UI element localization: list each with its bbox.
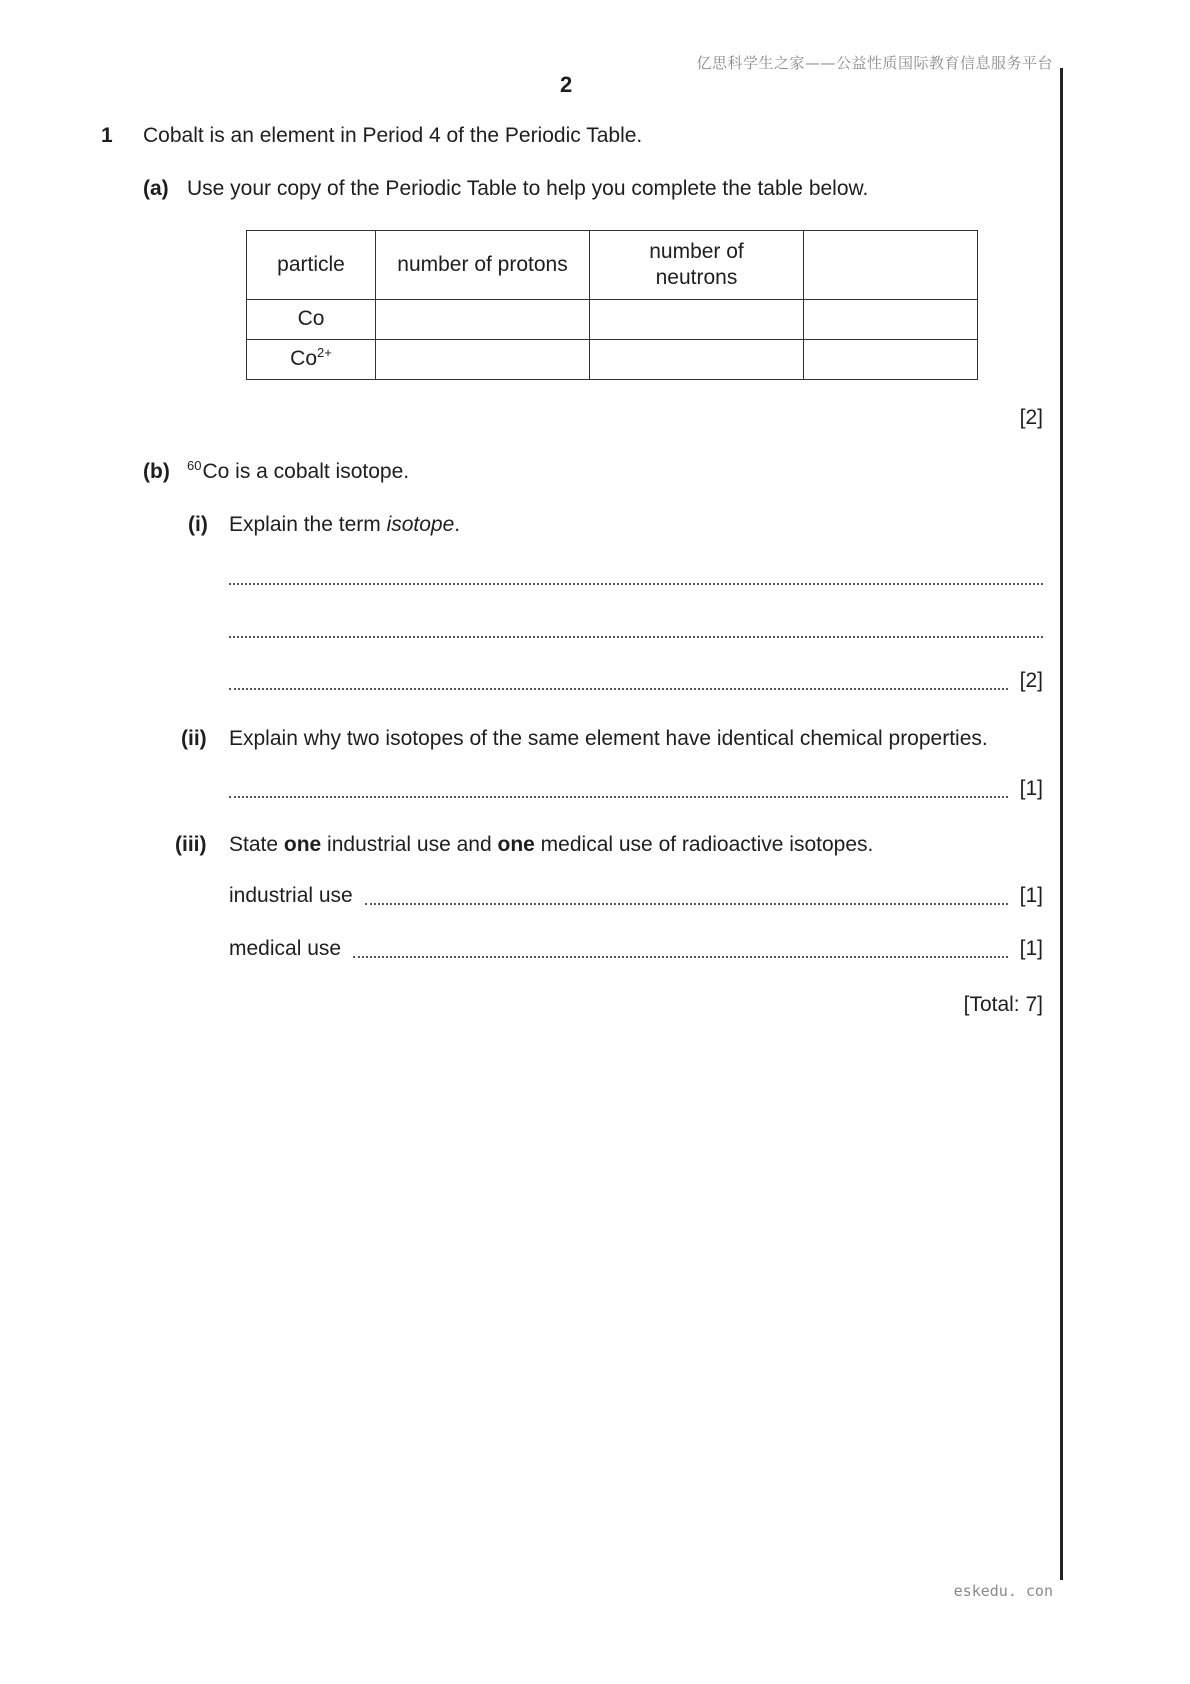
header-blank [804, 231, 978, 300]
part-b-stem: Co is a cobalt isotope. [202, 460, 410, 483]
total-mark: [Total: 7] [963, 993, 1043, 1016]
bold-text: one [497, 833, 535, 856]
sub-ii-mark: [1] [1019, 776, 1043, 800]
table-row-co [247, 300, 978, 340]
header-watermark: 亿思科学生之家——公益性质国际教育信息服务平台 [696, 54, 1053, 72]
sub-iii-label: (iii) [175, 833, 207, 856]
prompt-text: medical use of radioactive isotopes. [534, 833, 874, 856]
margin-rule [1060, 68, 1063, 1580]
particle-cell [247, 340, 376, 380]
medical-use-line[interactable] [229, 935, 1043, 961]
sub-ii-label: (ii) [181, 727, 207, 750]
answer-line[interactable] [229, 667, 1043, 693]
prompt-text: Explain the term [229, 513, 387, 536]
question-number: 1 [101, 124, 113, 147]
prompt-text: industrial use and [321, 833, 498, 856]
sub-i-prompt [229, 512, 460, 537]
medical-use-label: medical use [229, 936, 342, 960]
table-header-row [247, 231, 978, 300]
italic-text: isotope [386, 513, 455, 536]
ion-charge-superscript: 2+ [317, 345, 332, 361]
part-a-mark: [2] [1019, 406, 1043, 429]
answer-line[interactable] [229, 562, 1043, 588]
medical-use-mark: [1] [1019, 936, 1043, 960]
particle-cell [247, 300, 376, 340]
prompt-text: . [454, 513, 461, 536]
dotted-line[interactable] [229, 565, 1043, 585]
bold-text: one [283, 833, 322, 856]
sub-iii-prompt [229, 832, 873, 857]
page-number: 2 [560, 72, 573, 97]
protons-answer-cell[interactable] [376, 340, 590, 380]
sub-ii-prompt: Explain why two isotopes of the same element have identical chemical properties. [229, 727, 988, 750]
footer-watermark: eskedu. con [953, 1582, 1053, 1600]
sub-i-label: (i) [188, 513, 208, 536]
header-neutrons: number of neutrons [590, 231, 804, 300]
dotted-line[interactable] [365, 885, 1008, 905]
blank-answer-cell[interactable] [804, 340, 978, 380]
part-b-stem-wrap [187, 459, 409, 484]
protons-answer-cell[interactable] [376, 300, 590, 340]
dotted-line[interactable] [353, 938, 1008, 958]
mass-number-superscript: 60 [187, 458, 202, 473]
sub-i-mark: [2] [1019, 668, 1043, 692]
neutrons-answer-cell[interactable] [590, 340, 804, 380]
table-row-co-ion [247, 340, 978, 380]
part-b-label: (b) [143, 460, 170, 483]
industrial-use-mark: [1] [1019, 883, 1043, 907]
dotted-line[interactable] [229, 618, 1043, 638]
industrial-use-line[interactable] [229, 882, 1043, 908]
particle-table [246, 230, 978, 380]
dotted-line[interactable] [229, 670, 1008, 690]
header-protons: number of protons [376, 231, 590, 300]
prompt-text: State [229, 833, 284, 856]
particle-symbol: Co [290, 347, 318, 371]
answer-line[interactable] [229, 615, 1043, 641]
blank-answer-cell[interactable] [804, 300, 978, 340]
part-a-instruction: Use your copy of the Periodic Table to help you complete the table below. [187, 177, 869, 200]
neutrons-answer-cell[interactable] [590, 300, 804, 340]
dotted-line[interactable] [229, 778, 1008, 798]
part-a-label: (a) [143, 177, 169, 200]
question-stem: Cobalt is an element in Period 4 of the Periodic Table. [143, 124, 643, 147]
answer-line[interactable] [229, 775, 1043, 801]
industrial-use-label: industrial use [229, 883, 353, 907]
header-particle: particle [247, 231, 376, 300]
particle-symbol: Co [297, 307, 325, 331]
